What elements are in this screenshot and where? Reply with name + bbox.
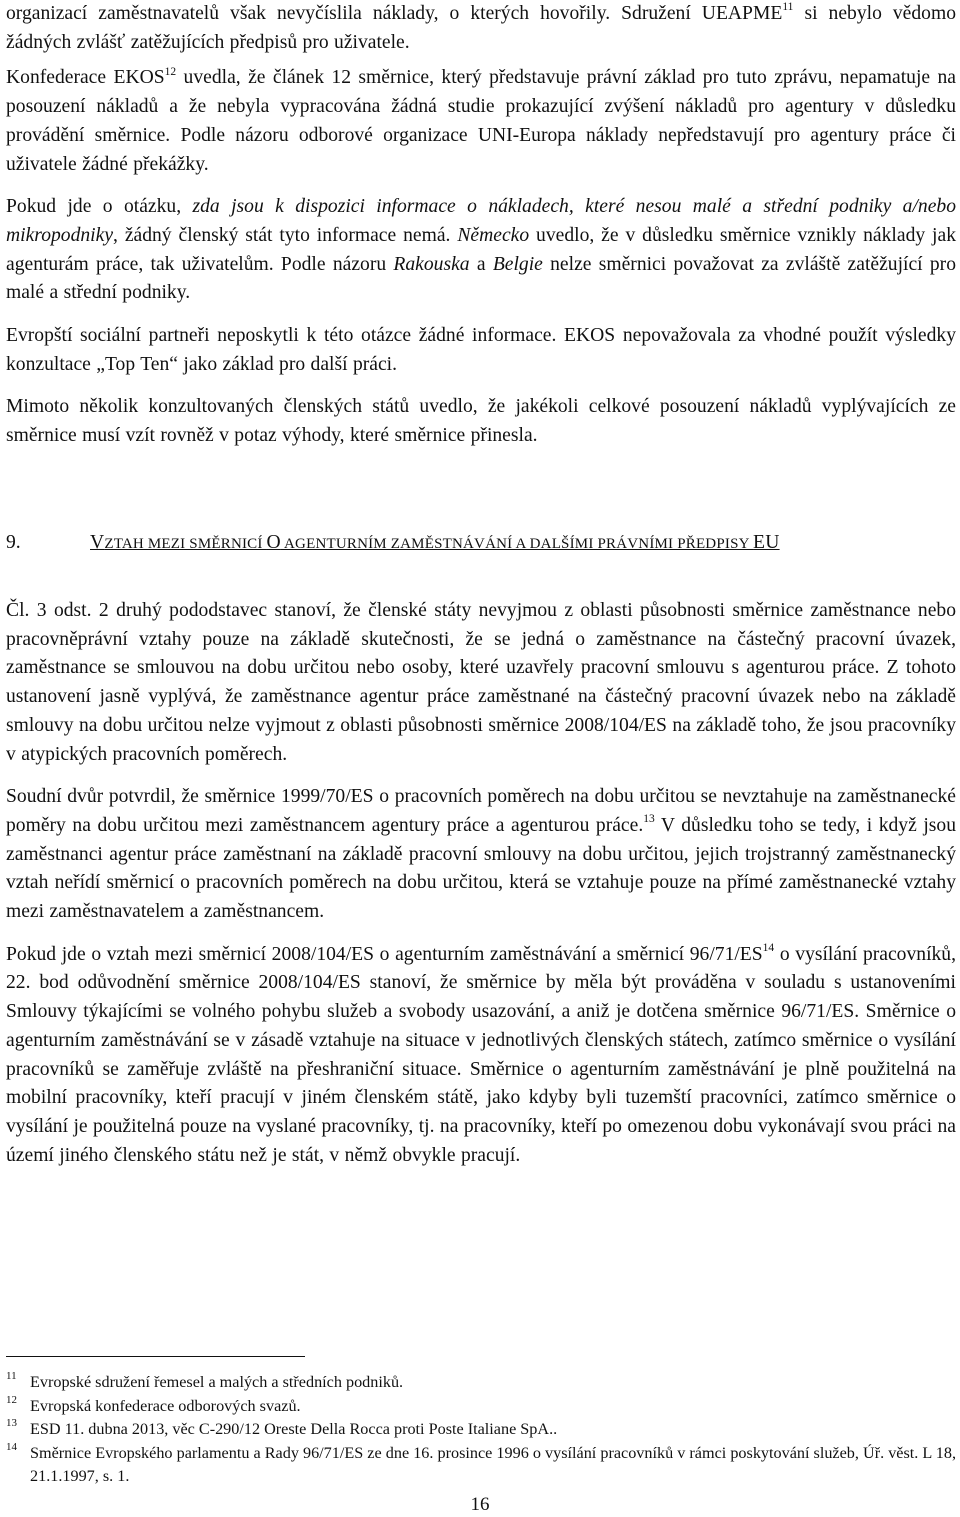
paragraph-article-3 bbox=[6, 597, 956, 769]
paragraph-text: organizací zaměstnavatelů však nevyčíslila náklady, o kterých hovořily. Sdružení UEAPME bbox=[6, 3, 783, 24]
section-title bbox=[90, 528, 956, 559]
footnote-13 bbox=[6, 1418, 956, 1442]
country-belgium: Belgie bbox=[492, 253, 543, 275]
paragraph-court bbox=[6, 783, 956, 927]
footnote-ref-11[interactable]: 11 bbox=[782, 1, 794, 14]
paragraph-posting-directive bbox=[6, 941, 956, 1171]
page-number: 16 bbox=[470, 1494, 490, 1515]
paragraph-text: Soudní dvůr potvrdil, že směrnice 1999/70/ES o pracovních poměrech na dobu určitou se nevztahuje na zaměstnanecké poměry na dobu určitou mezi zaměstnancem agentury práce a agenturou práce. bbox=[6, 786, 956, 836]
paragraph-costs-question bbox=[6, 193, 956, 308]
italic-text: zda jsou k dispozici informace o nákladech, které nesou malé a střední podniky a/nebo mikropodniky bbox=[6, 196, 956, 246]
footnote-text: Směrnice Evropského parlamentu a Rady 96/71/ES ze dne 16. prosince 1996 o vysílání pracovníků v rámci poskytování služeb, Úř. věst. L 18, 21.1.1997, s. 1. bbox=[30, 1443, 956, 1485]
heading-small-caps: AGENTURNÍM ZAMĚSTNÁVÁNÍ A DALŠÍMI PRÁVNÍMI PŘEDPISY bbox=[280, 536, 754, 552]
paragraph-ueapme bbox=[6, 0, 956, 57]
paragraph-block-1 bbox=[6, 0, 956, 451]
country-austria: Rakouska bbox=[393, 253, 470, 275]
footnote-text: Evropská konfederace odborových svazů. bbox=[30, 1396, 301, 1415]
footnote-text: Evropské sdružení řemesel a malých a středních podniků. bbox=[30, 1373, 404, 1391]
paragraph-text: Pokud jde o otázku, bbox=[6, 196, 193, 218]
paragraph-text: V důsledku toho se tedy, i když jsou zaměstnanci agentur práce zaměstnaní na základě pracovní smlouvy na dobu určitou, jejich trojstranný zaměstnanecký vztah neřídí směrnicí o pracovních poměrech na dobu určitou, která se vztahuje pouze na přímé zaměstnanecké vztahy mezi zaměstnavatelem a zaměstnancem. bbox=[6, 814, 956, 923]
paragraph-text: uvedla, že článek 12 směrnice, který představuje právní základ pro tuto zprávu, nepamatuje na posouzení nákladů a že nebyla vypracována žádná studie prokazující zvýšení nákladů pro agentury v důsledku provádění směrnice. Podle názoru odborové organizace UNI-Europa náklady nepředstavují pro agentury práce či uživatele žádné překážky. bbox=[6, 67, 957, 175]
paragraph-text: , žádný členský stát tyto informace nemá. bbox=[113, 224, 458, 246]
paragraph-text: uvedlo, že v důsledku směrnice vznikly náklady jak agenturám práce, tak uživatelům. Podle názoru bbox=[6, 224, 956, 275]
footnote-14 bbox=[6, 1442, 956, 1489]
footnote-number: 11 bbox=[6, 1370, 17, 1382]
footnote-ref-14[interactable]: 14 bbox=[762, 942, 775, 955]
paragraph-text: a bbox=[469, 253, 493, 275]
section-number: 9. bbox=[6, 532, 21, 553]
heading-capital: EU bbox=[753, 532, 780, 553]
heading-capital: V bbox=[90, 532, 105, 553]
footnote-number: 14 bbox=[6, 1440, 17, 1453]
footnote-ref-13[interactable]: 13 bbox=[643, 813, 655, 826]
footnote-number: 12 bbox=[6, 1393, 17, 1406]
country-germany: Německo bbox=[457, 224, 530, 246]
paragraph-text: Konfederace EKOS bbox=[6, 67, 165, 89]
footnote-12 bbox=[6, 1395, 956, 1419]
footnote-ref-12[interactable]: 12 bbox=[164, 65, 177, 78]
paragraph-text: nelze směrnici považovat za zvláště zatěžující pro malé a střední podniky. bbox=[6, 253, 956, 304]
footnote-separator bbox=[6, 1356, 305, 1357]
paragraph-text: Mimoto několik konzultovaných členských států uvedlo, že jakékoli celkové posouzení nákladů vyplývajících ze směrnice musí vzít rovněž v potaz výhody, které směrnice přinesla. bbox=[6, 396, 956, 447]
paragraph-text: Evropští sociální partneři neposkytli k této otázce žádné informace. EKOS nepovažovala za vhodné použít výsledky konzultace „Top Ten“ jako základ pro další práci. bbox=[6, 325, 956, 375]
paragraph-member-states bbox=[6, 393, 956, 450]
footnote-text: ESD 11. dubna 2013, věc C-290/12 Oreste Della Rocca proti Poste Italiane SpA.. bbox=[30, 1420, 558, 1438]
footnote-number: 13 bbox=[6, 1417, 17, 1429]
paragraph-block-2 bbox=[6, 597, 956, 1170]
paragraph-text: o vysílání pracovníků, 22. bod odůvodnění směrnice 2008/104/ES stanoví, že směrnice by měla být prováděna v souladu s ustanoveními Smlouvy týkajícími se volného pohybu služeb a svobody usazování, a aniž je dotčena směrnice 96/71/ES. Směrnice o agenturním zaměstnávání se v zásadě vztahuje na situace v jednotlivých členských státech, zatímco směrnice o vysílání pracovníků se zaměřuje zvláště na přeshraniční situace. Směrnice o agenturním zaměstnávání je plně použitelná na mobilní pracovníky, kteří pracují v jiném členském státě, jako kdyby byli tuzemští pracovníci, zatímco směrnice o vysílání je použitelná pouze na vyslané pracovníky, tj. na pracovníky, kteří po omezenou dobu vykonávají svou práci na území jiného členského státu než je stát, v němž obvykle pracují. bbox=[6, 943, 956, 1166]
section-heading bbox=[6, 528, 956, 559]
footnotes bbox=[6, 1371, 956, 1489]
heading-small-caps: ZTAH MEZI SMĚRNICÍ bbox=[104, 536, 267, 552]
paragraph-social-partners bbox=[6, 322, 956, 379]
footnote-11 bbox=[6, 1371, 956, 1395]
paragraph-text: si nebylo vědomo žádných zvlášť zatěžujících předpisů pro uživatele. bbox=[6, 3, 956, 53]
paragraph-text: Čl. 3 odst. 2 druhý pododstavec stanoví, že členské státy nevyjmou z oblasti působnosti směrnice zaměstnance nebo pracovněprávní vztahy pouze na základě skutečnosti, že se jedná o zaměstnance na částečný pracovní úvazek, zaměstnance se smlouvou na dobu určitou nebo osoby, které uzavřely pracovní smlouvu s agenturou práce. Z tohoto ustanovení jasně vyplývá, že zaměstnance agentur práce zaměstnané na částečný pracovní úvazek nebo na základě smlouvy na dobu určitou nelze vyjmout z oblasti působnosti směrnice 2008/104/ES na základě toho, že jsou pracovníky v atypických pracovních poměrech. bbox=[6, 600, 956, 765]
heading-capital: O bbox=[266, 532, 281, 553]
paragraph-ekos bbox=[6, 64, 956, 179]
paragraph-text: Pokud jde o vztah mezi směrnicí 2008/104/ES o agenturním zaměstnávání a směrnicí 96/71/ES bbox=[6, 943, 763, 965]
